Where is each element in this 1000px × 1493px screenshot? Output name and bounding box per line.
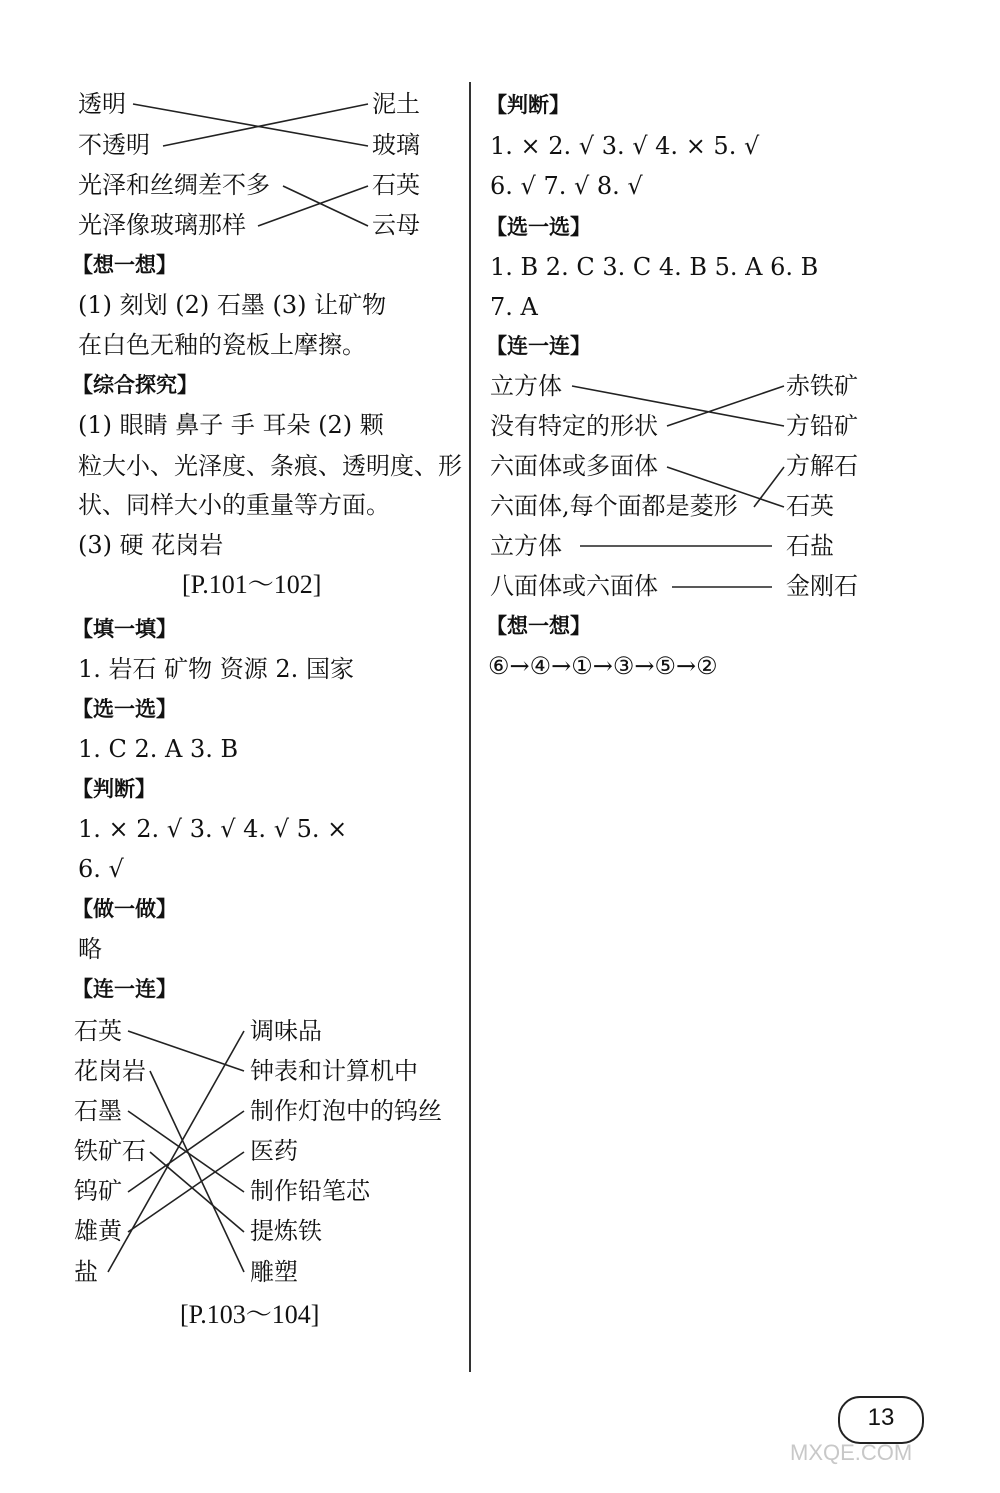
choose-line: 1. C 2. A 3. B (78, 735, 239, 763)
explore-line4: (3) 硬 花岗岩 (78, 531, 224, 559)
page-range-101: [P.101～102] (182, 570, 322, 599)
explore-line1: (1) 眼睛 鼻子 手 耳朵 (2) 颗 (78, 411, 384, 439)
judge-line1: 1. × 2. √ 3. √ 4. √ 5. × (78, 815, 348, 843)
connect-left-4: 铁矿石 (74, 1137, 146, 1165)
match1-left-1: 透明 (78, 90, 126, 118)
connect-left-2: 花岗岩 (74, 1057, 146, 1085)
match1-left-2: 不透明 (78, 131, 150, 159)
do-heading: 【做一做】 (72, 897, 177, 921)
r-connect-heading: 【连一连】 (486, 334, 591, 358)
r-connect-right-1: 赤铁矿 (786, 372, 858, 400)
page-range-103: [P.103～104] (180, 1300, 320, 1329)
do-line: 略 (78, 935, 102, 963)
r-connect-left-4: 六面体,每个面都是菱形 (490, 492, 738, 520)
r-connect-right-6: 金刚石 (786, 572, 858, 600)
connect-left-3: 石墨 (74, 1097, 122, 1125)
connect-right-5: 制作铅笔芯 (250, 1177, 370, 1205)
fill-line: 1. 岩石 矿物 资源 2. 国家 (78, 655, 354, 683)
r-judge-line1: 1. × 2. √ 3. √ 4. × 5. √ (490, 132, 760, 160)
connect-right-3: 制作灯泡中的钨丝 (250, 1097, 442, 1125)
match1-right-1: 泥土 (372, 90, 420, 118)
r-choose-line2: 7. A (490, 293, 538, 321)
connect-right-2: 钟表和计算机中 (250, 1057, 418, 1085)
watermark: MXQE.COM (790, 1440, 913, 1465)
match1-right-3: 石英 (372, 171, 420, 199)
explore-line2: 粒大小、光泽度、条痕、透明度、形 (78, 452, 462, 480)
connect-right-7: 雕塑 (250, 1258, 298, 1286)
page-number: 13 (867, 1404, 895, 1431)
r-judge-line2: 6. √ 7. √ 8. √ (490, 172, 643, 200)
r-connect-left-6: 八面体或六面体 (490, 572, 658, 600)
match1-left-3: 光泽和丝绸差不多 (78, 171, 270, 199)
match1-right-2: 玻璃 (372, 131, 420, 159)
connect-left-5: 钨矿 (74, 1177, 122, 1205)
r-connect-right-2: 方铅矿 (786, 412, 858, 440)
connect-left-7: 盐 (74, 1258, 98, 1286)
explore-line3: 状、同样大小的重量等方面。 (78, 491, 390, 519)
connect-heading: 【连一连】 (72, 977, 177, 1001)
match1-right-4: 云母 (372, 211, 420, 239)
r-connect-right-4: 石英 (786, 492, 834, 520)
r-think-heading: 【想一想】 (486, 614, 591, 638)
think-heading: 【想一想】 (72, 253, 177, 277)
r-connect-left-1: 立方体 (490, 372, 562, 400)
judge-heading: 【判断】 (72, 777, 156, 801)
r-connect-right-3: 方解石 (786, 452, 858, 480)
connect-right-4: 医药 (250, 1137, 298, 1165)
connect-left-6: 雄黄 (74, 1217, 122, 1245)
judge-line2: 6. √ (78, 855, 124, 883)
connect-right-6: 提炼铁 (250, 1217, 322, 1245)
think-line1: (1) 刻划 (2) 石墨 (3) 让矿物 (78, 291, 387, 319)
connect-left-1: 石英 (74, 1017, 122, 1045)
r-choose-heading: 【选一选】 (486, 215, 591, 239)
r-think-sequence: ⑥→④→①→③→⑤→② (488, 652, 718, 680)
match1-left-4: 光泽像玻璃那样 (78, 211, 246, 239)
column-divider (469, 82, 471, 1372)
r-judge-heading: 【判断】 (486, 93, 570, 117)
fill-heading: 【填一填】 (72, 617, 177, 641)
connect-right-1: 调味品 (250, 1017, 322, 1045)
r-connect-left-3: 六面体或多面体 (490, 452, 658, 480)
r-choose-line1: 1. B 2. C 3. C 4. B 5. A 6. B (490, 253, 819, 281)
choose-heading: 【选一选】 (72, 697, 177, 721)
r-connect-left-2: 没有特定的形状 (490, 412, 658, 440)
think-line2: 在白色无釉的瓷板上摩擦。 (78, 331, 366, 359)
r-connect-left-5: 立方体 (490, 532, 562, 560)
page-number-badge (838, 1396, 924, 1444)
r-connect-right-5: 石盐 (786, 532, 834, 560)
explore-heading: 【综合探究】 (72, 373, 198, 397)
